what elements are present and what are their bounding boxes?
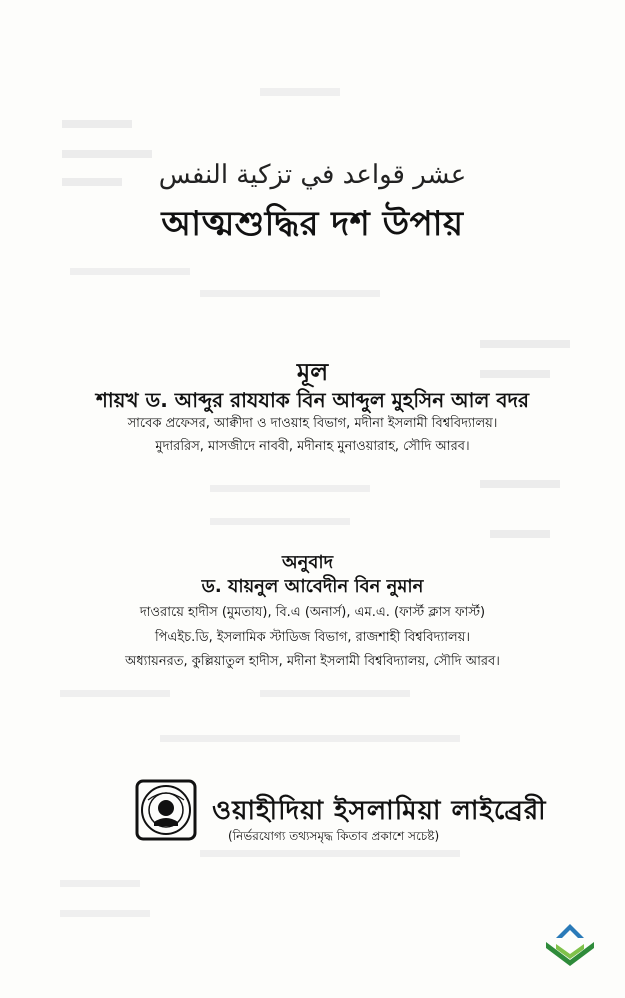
translator-name: ড. যায়নুল আবেদীন বিন নুমান bbox=[201, 576, 424, 597]
bengali-title: আত্মশুদ্ধির দশ উপায় bbox=[161, 204, 464, 244]
author-name: শায়খ ড. আব্দুর রাযযাক বিন আব্দুল মুহসিন আল বদর bbox=[95, 388, 529, 412]
publisher-name: ওয়াহীদিয়া ইসলামিয়া লাইব্রেরী bbox=[212, 796, 547, 826]
green-chevron-logo-icon bbox=[540, 920, 600, 970]
publisher-seal-icon bbox=[134, 778, 198, 842]
author-label: মূল bbox=[296, 358, 329, 386]
author-credential-line: মুদাররিস, মাসজীদে নাববী, মদীনাহ মুনাওয়ারাহ, সৌদি আরব। bbox=[155, 439, 470, 454]
arabic-title: عشر قواعد في تزكية النفس bbox=[158, 160, 467, 190]
translator-credential-line: দাওরায়ে হাদীস (মুমতায), বি.এ (অনার্স), এম.এ. (ফার্স্ট ক্লাস ফার্স্ট) bbox=[139, 605, 486, 620]
translator-label: অনুবাদ bbox=[282, 552, 334, 573]
translator-credential-line: পিএইচ.ডি, ইসলামিক স্টাডিজ বিভাগ, রাজশাহী বিশ্ববিদ্যালয়। bbox=[154, 630, 471, 645]
publisher-tagline: (নির্ভরযোগ্য তথ্যসমৃদ্ধ কিতাব প্রকাশে সচেষ্ট) bbox=[228, 829, 440, 843]
author-credential-line: সাবেক প্রফেসর, আক্বীদা ও দাওয়াহ বিভাগ, মদীনা ইসলামী বিশ্ববিদ্যালয়। bbox=[127, 416, 498, 431]
translator-credential-line: অধ্যায়নরত, কুল্লিয়াতুল হাদীস, মদীনা ইসলামী বিশ্ববিদ্যালয়, সৌদি আরব। bbox=[125, 654, 500, 669]
